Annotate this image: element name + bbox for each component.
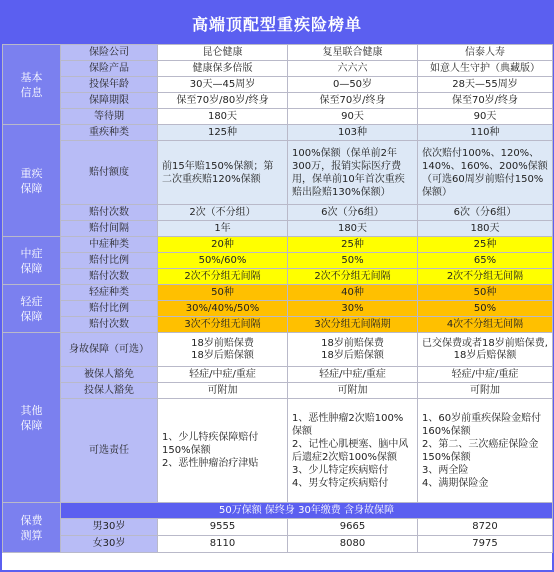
table-cell: 0—50岁 xyxy=(288,77,418,93)
table-cell: 2次不分组无间隔 xyxy=(158,269,288,285)
table-cell: 已交保费或者18岁前赔保费, 18岁后赔保额 xyxy=(418,333,553,367)
table-cell: 90天 xyxy=(418,109,553,125)
table-cell: 1、60岁前重疾保险金赔付160%保额 2、第二、三次癌症保险金150%保额 3、两全险 4、满期保险金 xyxy=(418,399,553,503)
table-row xyxy=(3,317,553,333)
table-cell: 100%保额（保单前2年300万，报销实际医疗费用，保单前10年首次重疾赔出险赔130%保额） xyxy=(288,141,418,205)
table-cell: 25种 xyxy=(418,237,553,253)
row-label: 保障期限 xyxy=(61,93,158,109)
company-cell: 复星联合健康 xyxy=(288,45,418,61)
table-cell: 4次不分组无间隔 xyxy=(418,317,553,333)
table-cell: 18岁前赔保费 18岁后赔保额 xyxy=(158,333,288,367)
table-cell: 8080 xyxy=(288,536,418,553)
table-cell: 30% xyxy=(288,301,418,317)
section-premium-label: 保费 测算 xyxy=(3,503,61,553)
table-row xyxy=(3,125,553,141)
table-row xyxy=(3,237,553,253)
table-cell: 18岁前赔保费 18岁后赔保额 xyxy=(288,333,418,367)
row-label: 赔付次数 xyxy=(61,269,158,285)
table-row xyxy=(3,301,553,317)
table-cell: 125种 xyxy=(158,125,288,141)
row-label: 可选责任 xyxy=(61,399,158,503)
table-cell: 8110 xyxy=(158,536,288,553)
table-cell: 如意人生守护（典藏版） xyxy=(418,61,553,77)
table-row xyxy=(3,536,553,553)
table-cell: 健康保多倍版 xyxy=(158,61,288,77)
table-cell: 8720 xyxy=(418,519,553,536)
company-cell: 昆仑健康 xyxy=(158,45,288,61)
table-cell: 9555 xyxy=(158,519,288,536)
table-cell: 50% xyxy=(418,301,553,317)
row-label: 赔付比例 xyxy=(61,253,158,269)
table-cell: 3次不分组无间隔 xyxy=(158,317,288,333)
table-cell: 轻症/中症/重症 xyxy=(288,367,418,383)
table-row xyxy=(3,77,553,93)
row-label: 赔付次数 xyxy=(61,317,158,333)
row-label: 赔付比例 xyxy=(61,301,158,317)
table-cell: 30%/40%/50% xyxy=(158,301,288,317)
section-mild-label: 轻症 保障 xyxy=(3,285,61,333)
row-label: 身故保障（可选） xyxy=(61,333,158,367)
table-cell: 9665 xyxy=(288,519,418,536)
table-cell: 可附加 xyxy=(158,383,288,399)
premium-note: 50万保额 保终身 30年缴费 含身故保障 xyxy=(61,503,553,519)
company-cell: 信泰人寿 xyxy=(418,45,553,61)
table-cell: 180天 xyxy=(288,221,418,237)
table-cell: 50%/60% xyxy=(158,253,288,269)
table-row xyxy=(3,109,553,125)
table-row xyxy=(3,503,553,519)
table-cell: 6次（分6组） xyxy=(288,205,418,221)
table-cell: 110种 xyxy=(418,125,553,141)
row-label: 等待期 xyxy=(61,109,158,125)
table-cell: 65% xyxy=(418,253,553,269)
table-cell: 保至70岁/终身 xyxy=(418,93,553,109)
section-basic-label: 基本 信息 xyxy=(3,45,61,125)
row-label: 重疾种类 xyxy=(61,125,158,141)
table-row xyxy=(3,253,553,269)
row-label: 女30岁 xyxy=(61,536,158,553)
row-label: 轻症种类 xyxy=(61,285,158,301)
section-critical-label: 重疾 保障 xyxy=(3,125,61,237)
company-label: 保险公司 xyxy=(61,45,158,61)
row-label: 投保人豁免 xyxy=(61,383,158,399)
table-cell: 50% xyxy=(288,253,418,269)
section-moderate-label: 中症 保障 xyxy=(3,237,61,285)
table-cell: 可附加 xyxy=(288,383,418,399)
table-row xyxy=(3,519,553,536)
table-cell: 7975 xyxy=(418,536,553,553)
table-cell: 保至70岁/80岁/终身 xyxy=(158,93,288,109)
table-row xyxy=(3,141,553,205)
table-cell: 28天—55周岁 xyxy=(418,77,553,93)
table-cell: 轻症/中症/重症 xyxy=(158,367,288,383)
table-cell: 50种 xyxy=(418,285,553,301)
table-cell: 3次分组无间隔期 xyxy=(288,317,418,333)
table-cell: 保至70岁/终身 xyxy=(288,93,418,109)
table-cell: 前15年赔150%保额；第二次重疾赔120%保额 xyxy=(158,141,288,205)
table-cell: 1、恶性肿瘤2次赔100%保额 2、记性心肌梗塞、脑中风后遗症2次赔100%保额 3、少儿特定疾病赔付 4、男女特定疾病赔付 xyxy=(288,399,418,503)
table-cell: 180天 xyxy=(158,109,288,125)
table-row xyxy=(3,269,553,285)
table-cell: 20种 xyxy=(158,237,288,253)
page-title: 高端顶配型重疾险榜单 xyxy=(2,2,552,44)
table-cell: 2次不分组无间隔 xyxy=(288,269,418,285)
comparison-table xyxy=(2,44,553,553)
table-row xyxy=(3,285,553,301)
section-other-label: 其他 保障 xyxy=(3,333,61,503)
table-cell: 2次不分组无间隔 xyxy=(418,269,553,285)
row-label: 投保年龄 xyxy=(61,77,158,93)
table-cell: 1年 xyxy=(158,221,288,237)
table-cell: 1、少儿特疾保障赔付150%保额 2、恶性肿瘤治疗津贴 xyxy=(158,399,288,503)
table-row xyxy=(3,367,553,383)
row-label: 保险产品 xyxy=(61,61,158,77)
table-cell: 6次（分6组） xyxy=(418,205,553,221)
company-row xyxy=(3,45,553,61)
table-cell: 依次赔付100%、120%、140%、160%、200%保额（可选60周岁前赔付150%保额） xyxy=(418,141,553,205)
table-cell: 40种 xyxy=(288,285,418,301)
row-label: 被保人豁免 xyxy=(61,367,158,383)
row-label: 赔付额度 xyxy=(61,141,158,205)
row-label: 赔付次数 xyxy=(61,205,158,221)
table-row xyxy=(3,333,553,367)
table-cell: 103种 xyxy=(288,125,418,141)
table-cell: 30天—45周岁 xyxy=(158,77,288,93)
table-cell: 25种 xyxy=(288,237,418,253)
table-cell: 50种 xyxy=(158,285,288,301)
table-cell: 六六六 xyxy=(288,61,418,77)
table-cell: 90天 xyxy=(288,109,418,125)
row-label: 赔付间隔 xyxy=(61,221,158,237)
table-row xyxy=(3,61,553,77)
table-row xyxy=(3,399,553,503)
table-cell: 2次（不分组） xyxy=(158,205,288,221)
table-cell: 轻症/中症/重症 xyxy=(418,367,553,383)
table-row xyxy=(3,205,553,221)
row-label: 男30岁 xyxy=(61,519,158,536)
table-row xyxy=(3,383,553,399)
table-cell: 可附加 xyxy=(418,383,553,399)
table-row xyxy=(3,221,553,237)
table-cell: 180天 xyxy=(418,221,553,237)
table-row xyxy=(3,93,553,109)
row-label: 中症种类 xyxy=(61,237,158,253)
